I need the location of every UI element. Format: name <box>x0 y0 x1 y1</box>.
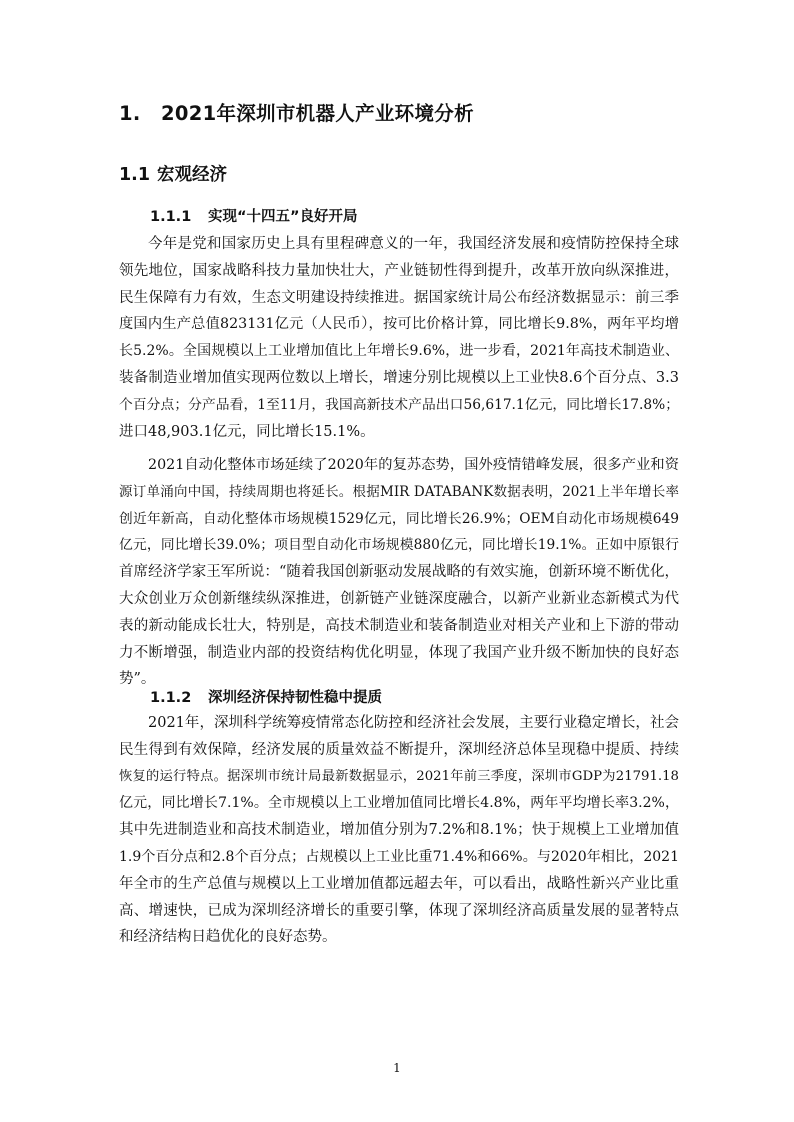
text-line: 长5.2%。全国规模以上工业增加值比上年增长9.6%，进一步看，2021年高技术制造业、 <box>119 343 679 360</box>
text-line: 高、增速快，已成为深圳经济增长的重要引擎，体现了深圳经济高质量发展的显著特点 <box>119 902 679 919</box>
text-line: 2021年，深圳科学统筹疫情常态化防控和经济社会发展，主要行业稳定增长，社会 <box>148 715 679 731</box>
heading-1-1-1 <box>150 205 358 226</box>
text-line: 亿元，同比增长7.1%。全市规模以上工业增加值同比增长4.8%，两年平均增长率3.2%， <box>119 795 679 812</box>
text-line: 今年是党和国家历史上具有里程碑意义的一年，我国经济发展和疫情防控保持全球 <box>148 236 679 252</box>
page-number: 1 <box>393 1061 401 1075</box>
text-line: 领先地位，国家战略科技力量加快壮大，产业链韧性得到提升，改革开放向纵深推进， <box>119 262 679 279</box>
text-line: 其中先进制造业和高技术制造业，增加值分别为7.2%和8.1%；快于规模上工业增加值 <box>119 822 679 839</box>
heading-1 <box>119 98 474 126</box>
heading-1-number: 1. <box>119 102 141 125</box>
paragraph-2 <box>119 452 679 693</box>
text-line: 2021自动化整体市场延续了2020年的复苏态势，国外疫情错峰发展，很多产业和资 <box>148 457 679 473</box>
heading-1-1-1-title: 实现“十四五”良好开局 <box>208 209 358 225</box>
heading-1-1-2-title: 深圳经济保持韧性稳中提质 <box>208 690 382 706</box>
text-line: 进口48,903.1亿元，同比增长15.1%。 <box>119 423 375 440</box>
text-line: 恢复的运行特点。据深圳市统计局最新数据显示，2021年前三季度，深圳市GDP为21791.18 <box>119 768 679 784</box>
text-line: 力不断增强，制造业内部的投资结构优化明显，体现了我国产业升级不断加快的良好态 <box>119 644 679 661</box>
text-line: 年全市的生产总值与规模以上工业增加值都远超去年，可以看出，战略性新兴产业比重 <box>119 875 679 892</box>
heading-2 <box>119 161 227 186</box>
heading-1-1-1-number: 1.1.1 <box>150 209 192 225</box>
text-line: 创近年新高，自动化整体市场规模1529亿元，同比增长26.9%；OEM自动化市场规模649 <box>119 510 679 527</box>
text-line: 度国内生产总值823131亿元（人民币），按可比价格计算，同比增长9.8%，两年平均增 <box>119 316 679 333</box>
text-line: 大众创业万众创新继续纵深推进，创新链产业链深度融合，以新产业新业态新模式为代 <box>119 590 679 607</box>
text-line: 民生得到有效保障，经济发展的质量效益不断提升，深圳经济总体呈现稳中提质、持续 <box>119 741 679 758</box>
heading-2-number: 1.1 <box>119 165 151 185</box>
text-line: 表的新动能成长壮大，特别是，高技术制造业和装备制造业对相关产业和上下游的带动 <box>119 617 679 634</box>
text-line: 个百分点；分产品看，1至11月，我国高新技术产品出口56,617.1亿元，同比增长17.8%； <box>119 396 679 413</box>
text-line: 和经济结构日趋优化的良好态势。 <box>119 929 337 946</box>
text-line: 亿元，同比增长39.0%；项目型自动化市场规模880亿元，同比增长19.1%。正如中原银行 <box>119 537 679 554</box>
text-line: 首席经济学家王军所说：“随着我国创新驱动发展战略的有效实施，创新环境不断优化， <box>119 564 679 581</box>
text-line: 民生保障有力有效，生态文明建设持续推进。据国家统计局公布经济数据显示：前三季 <box>119 289 679 306</box>
text-line: 源订单涌向中国，持续周期也将延长。根据MIR DATABANK数据表明，2021上半年增长率 <box>119 483 679 500</box>
text-line: 1.9个百分点和2.8个百分点；占规模以上工业比重71.4%和66%。与2020年相比，2021 <box>119 848 679 865</box>
heading-1-1-2-number: 1.1.2 <box>150 690 192 706</box>
paragraph-3 <box>119 710 679 951</box>
heading-1-1-2 <box>150 686 382 707</box>
heading-2-title: 宏观经济 <box>157 165 227 185</box>
text-line: 势”。 <box>119 671 156 688</box>
paragraph-1 <box>119 231 679 445</box>
heading-1-title: 2021年深圳市机器人产业环境分析 <box>161 102 474 125</box>
text-line: 装备制造业增加值实现两位数以上增长，增速分别比规模以上工业快8.6个百分点、3.3 <box>119 369 679 386</box>
